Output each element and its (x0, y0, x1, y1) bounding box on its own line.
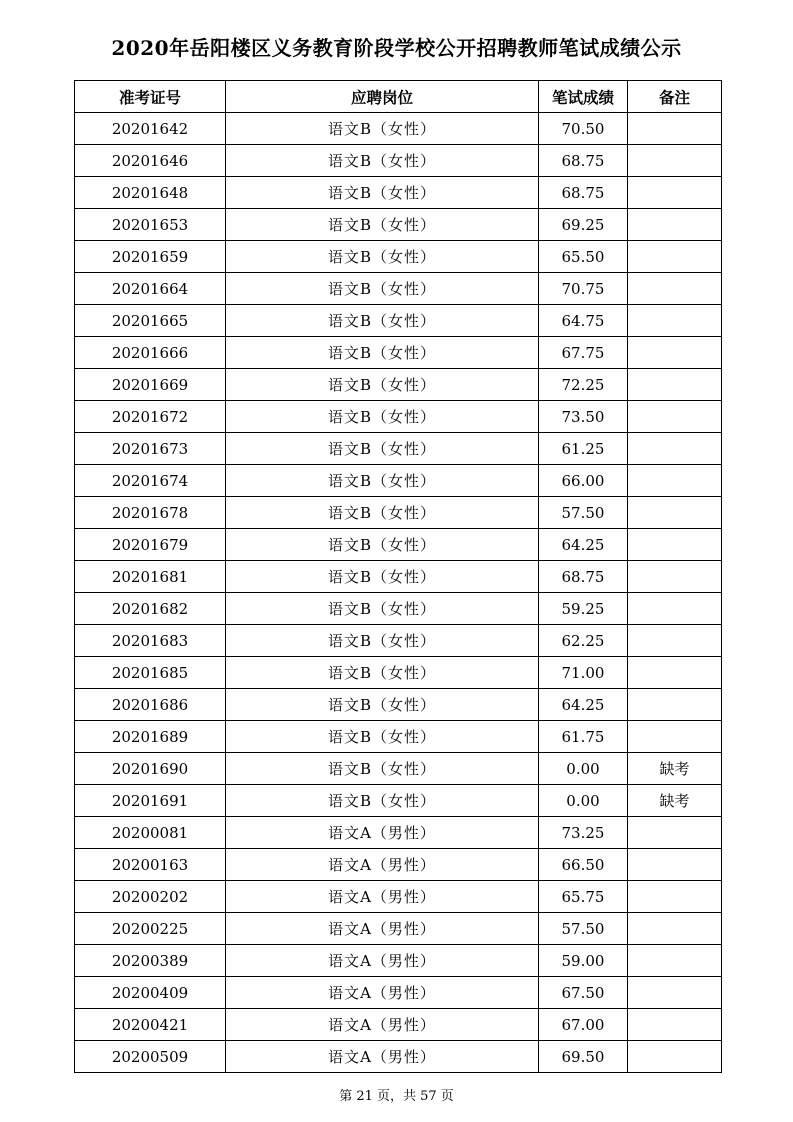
cell-score: 69.25 (539, 209, 628, 241)
cell-position: 语文B（女性） (226, 721, 539, 753)
cell-id: 20201689 (75, 721, 226, 753)
cell-position: 语文B（女性） (226, 753, 539, 785)
cell-id: 20201648 (75, 177, 226, 209)
cell-note (628, 497, 722, 529)
cell-id: 20201665 (75, 305, 226, 337)
cell-score: 0.00 (539, 785, 628, 817)
cell-score: 69.50 (539, 1041, 628, 1073)
cell-note (628, 977, 722, 1009)
cell-note: 缺考 (628, 753, 722, 785)
cell-score: 59.25 (539, 593, 628, 625)
cell-position: 语文B（女性） (226, 305, 539, 337)
table-row (75, 145, 722, 177)
cell-position: 语文B（女性） (226, 465, 539, 497)
table-row (75, 433, 722, 465)
table-row (75, 401, 722, 433)
cell-score: 61.75 (539, 721, 628, 753)
cell-id: 20201653 (75, 209, 226, 241)
cell-position: 语文B（女性） (226, 145, 539, 177)
cell-id: 20201673 (75, 433, 226, 465)
cell-position: 语文B（女性） (226, 113, 539, 145)
cell-position: 语文B（女性） (226, 337, 539, 369)
cell-score: 73.50 (539, 401, 628, 433)
table-row (75, 209, 722, 241)
cell-position: 语文A（男性） (226, 977, 539, 1009)
header-id: 准考证号 (75, 81, 226, 113)
cell-id: 20201646 (75, 145, 226, 177)
cell-score: 66.50 (539, 849, 628, 881)
table-row (75, 241, 722, 273)
cell-note (628, 1041, 722, 1073)
cell-note: 缺考 (628, 785, 722, 817)
header-note: 备注 (628, 81, 722, 113)
cell-note (628, 273, 722, 305)
cell-id: 20201683 (75, 625, 226, 657)
cell-score: 67.75 (539, 337, 628, 369)
cell-note (628, 145, 722, 177)
cell-id: 20201672 (75, 401, 226, 433)
table-header-row (75, 81, 722, 113)
table-row (75, 881, 722, 913)
cell-id: 20201690 (75, 753, 226, 785)
table-row (75, 945, 722, 977)
cell-id: 20200421 (75, 1009, 226, 1041)
cell-score: 68.75 (539, 561, 628, 593)
cell-note (628, 529, 722, 561)
table-row (75, 593, 722, 625)
table-row (75, 369, 722, 401)
cell-position: 语文B（女性） (226, 241, 539, 273)
cell-id: 20200409 (75, 977, 226, 1009)
cell-id: 20201679 (75, 529, 226, 561)
cell-id: 20201669 (75, 369, 226, 401)
cell-score: 59.00 (539, 945, 628, 977)
cell-note (628, 945, 722, 977)
cell-score: 67.50 (539, 977, 628, 1009)
cell-score: 71.00 (539, 657, 628, 689)
table-row (75, 273, 722, 305)
cell-position: 语文B（女性） (226, 785, 539, 817)
page-footer: 第 21 页，共 57 页 (339, 1089, 454, 1104)
cell-score: 64.25 (539, 689, 628, 721)
cell-position: 语文B（女性） (226, 209, 539, 241)
cell-position: 语文B（女性） (226, 561, 539, 593)
table-row (75, 337, 722, 369)
cell-position: 语文A（男性） (226, 945, 539, 977)
cell-position: 语文B（女性） (226, 593, 539, 625)
cell-id: 20200202 (75, 881, 226, 913)
cell-note (628, 849, 722, 881)
page-title: 2020年岳阳楼区义务教育阶段学校公开招聘教师笔试成绩公示 (111, 36, 682, 60)
cell-note (628, 305, 722, 337)
cell-note (628, 369, 722, 401)
cell-note (628, 337, 722, 369)
table-row (75, 1009, 722, 1041)
cell-note (628, 113, 722, 145)
cell-score: 65.50 (539, 241, 628, 273)
cell-id: 20201664 (75, 273, 226, 305)
cell-id: 20201681 (75, 561, 226, 593)
cell-note (628, 209, 722, 241)
cell-note (628, 401, 722, 433)
cell-score: 73.25 (539, 817, 628, 849)
cell-position: 语文B（女性） (226, 369, 539, 401)
cell-note (628, 561, 722, 593)
cell-id: 20201682 (75, 593, 226, 625)
cell-id: 20201691 (75, 785, 226, 817)
cell-id: 20201659 (75, 241, 226, 273)
cell-position: 语文A（男性） (226, 881, 539, 913)
header-position: 应聘岗位 (226, 81, 539, 113)
cell-position: 语文B（女性） (226, 401, 539, 433)
cell-score: 68.75 (539, 145, 628, 177)
table-row (75, 753, 722, 785)
cell-position: 语文B（女性） (226, 177, 539, 209)
header-score: 笔试成绩 (539, 81, 628, 113)
cell-id: 20201678 (75, 497, 226, 529)
cell-position: 语文B（女性） (226, 657, 539, 689)
cell-score: 64.75 (539, 305, 628, 337)
cell-note (628, 465, 722, 497)
table-row (75, 305, 722, 337)
cell-note (628, 241, 722, 273)
cell-note (628, 1009, 722, 1041)
cell-position: 语文A（男性） (226, 1041, 539, 1073)
cell-score: 68.75 (539, 177, 628, 209)
cell-position: 语文A（男性） (226, 1009, 539, 1041)
cell-position: 语文B（女性） (226, 273, 539, 305)
cell-score: 57.50 (539, 913, 628, 945)
table-row (75, 913, 722, 945)
cell-score: 66.00 (539, 465, 628, 497)
cell-note (628, 177, 722, 209)
cell-score: 57.50 (539, 497, 628, 529)
cell-note (628, 721, 722, 753)
table-row (75, 849, 722, 881)
cell-position: 语文A（男性） (226, 817, 539, 849)
cell-note (628, 817, 722, 849)
cell-score: 67.00 (539, 1009, 628, 1041)
cell-score: 62.25 (539, 625, 628, 657)
cell-id: 20200163 (75, 849, 226, 881)
cell-score: 72.25 (539, 369, 628, 401)
table-row (75, 465, 722, 497)
cell-position: 语文B（女性） (226, 689, 539, 721)
table-row (75, 529, 722, 561)
cell-id: 20200081 (75, 817, 226, 849)
cell-id: 20201642 (75, 113, 226, 145)
cell-id: 20200225 (75, 913, 226, 945)
cell-id: 20201674 (75, 465, 226, 497)
cell-position: 语文B（女性） (226, 529, 539, 561)
cell-id: 20201685 (75, 657, 226, 689)
cell-note (628, 689, 722, 721)
cell-note (628, 657, 722, 689)
scores-table (74, 80, 722, 1073)
table-row (75, 977, 722, 1009)
table-row (75, 721, 722, 753)
table-row (75, 177, 722, 209)
cell-score: 0.00 (539, 753, 628, 785)
cell-note (628, 881, 722, 913)
table-row (75, 689, 722, 721)
cell-note (628, 625, 722, 657)
cell-score: 61.25 (539, 433, 628, 465)
cell-id: 20201666 (75, 337, 226, 369)
cell-score: 65.75 (539, 881, 628, 913)
table-row (75, 113, 722, 145)
cell-id: 20200509 (75, 1041, 226, 1073)
table-row (75, 785, 722, 817)
cell-position: 语文A（男性） (226, 913, 539, 945)
table-row (75, 497, 722, 529)
cell-position: 语文B（女性） (226, 497, 539, 529)
table-row (75, 817, 722, 849)
cell-score: 70.75 (539, 273, 628, 305)
cell-note (628, 593, 722, 625)
cell-position: 语文B（女性） (226, 625, 539, 657)
table-row (75, 625, 722, 657)
table-row (75, 561, 722, 593)
cell-position: 语文A（男性） (226, 849, 539, 881)
cell-note (628, 433, 722, 465)
cell-score: 64.25 (539, 529, 628, 561)
cell-id: 20200389 (75, 945, 226, 977)
table-row (75, 657, 722, 689)
cell-position: 语文B（女性） (226, 433, 539, 465)
cell-score: 70.50 (539, 113, 628, 145)
cell-id: 20201686 (75, 689, 226, 721)
table-row (75, 1041, 722, 1073)
cell-note (628, 913, 722, 945)
table-body (75, 113, 722, 1073)
